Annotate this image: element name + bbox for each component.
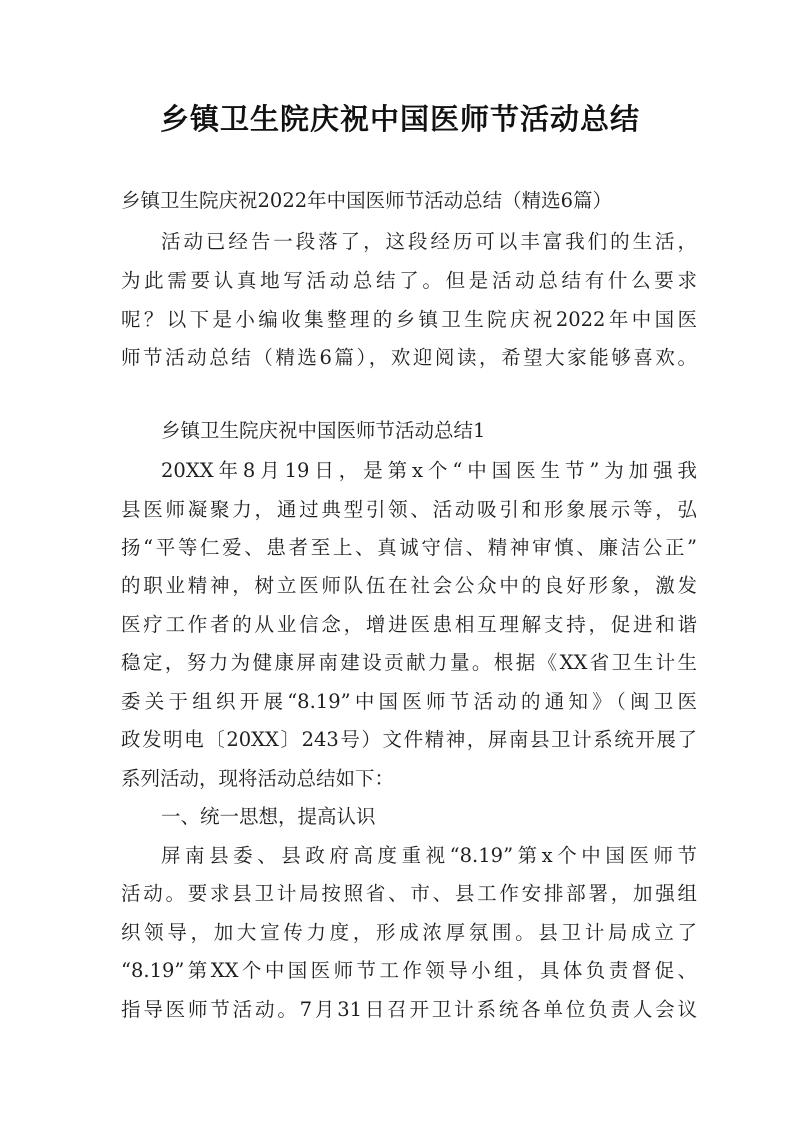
intro-line: 为此需要认真地写活动总结了。但是活动总结有什么要求 <box>121 269 697 292</box>
intro-line: 呢？以下是小编收集整理的乡镇卫生院庆祝2022年中国医 <box>121 308 697 331</box>
paragraph-line: 扬“平等仁爱、患者至上、真诚守信、精神审慎、廉洁公正” <box>121 536 697 559</box>
paragraph-line: 政发明电〔20XX〕243号）文件精神，屏南县卫计系统开展了 <box>121 728 697 751</box>
paragraph-line: “8.19”第XX个中国医师节工作领导小组，具体负责督促、 <box>121 959 697 982</box>
paragraph-line: 医疗工作者的从业信念，增进医患相互理解支持，促进和谐 <box>121 613 697 636</box>
intro-line: 活动已经告一段落了，这段经历可以丰富我们的生活， <box>161 230 697 253</box>
section-heading: 乡镇卫生院庆祝中国医师节活动总结1 <box>161 419 486 442</box>
paragraph-line: 指导医师节活动。7月31日召开卫计系统各单位负责人会议 <box>121 998 697 1021</box>
paragraph-line: 活动。要求县卫计局按照省、市、县工作安排部署，加强组 <box>121 882 697 905</box>
paragraph-line: 委关于组织开展“8.19”中国医师节活动的通知》（闽卫医 <box>121 690 697 713</box>
document-subtitle: 乡镇卫生院庆祝2022年中国医师节活动总结（精选6篇） <box>121 189 613 212</box>
point-heading: 一、统一思想，提高认识 <box>161 805 376 828</box>
paragraph-line: 稳定，努力为健康屏南建设贡献力量。根据《XX省卫生计生 <box>121 651 697 674</box>
document-title: 乡镇卫生院庆祝中国医师节活动总结 <box>159 102 640 136</box>
paragraph-line: 县医师凝聚力，通过典型引领、活动吸引和形象展示等，弘 <box>121 498 697 521</box>
paragraph-line: 20XX年8月19日，是第x个“中国医生节”为加强我 <box>161 459 697 482</box>
paragraph-line: 织领导，加大宣传力度，形成浓厚氛围。县卫计局成立了 <box>121 921 697 944</box>
paragraph-line: 的职业精神，树立医师队伍在社会公众中的良好形象，激发 <box>121 574 697 597</box>
paragraph-line: 屏南县委、县政府高度重视“8.19”第x个中国医师节 <box>161 844 697 867</box>
paragraph-line: 系列活动，现将活动总结如下： <box>121 767 395 790</box>
intro-line: 师节活动总结（精选6篇），欢迎阅读，希望大家能够喜欢。 <box>121 346 697 369</box>
